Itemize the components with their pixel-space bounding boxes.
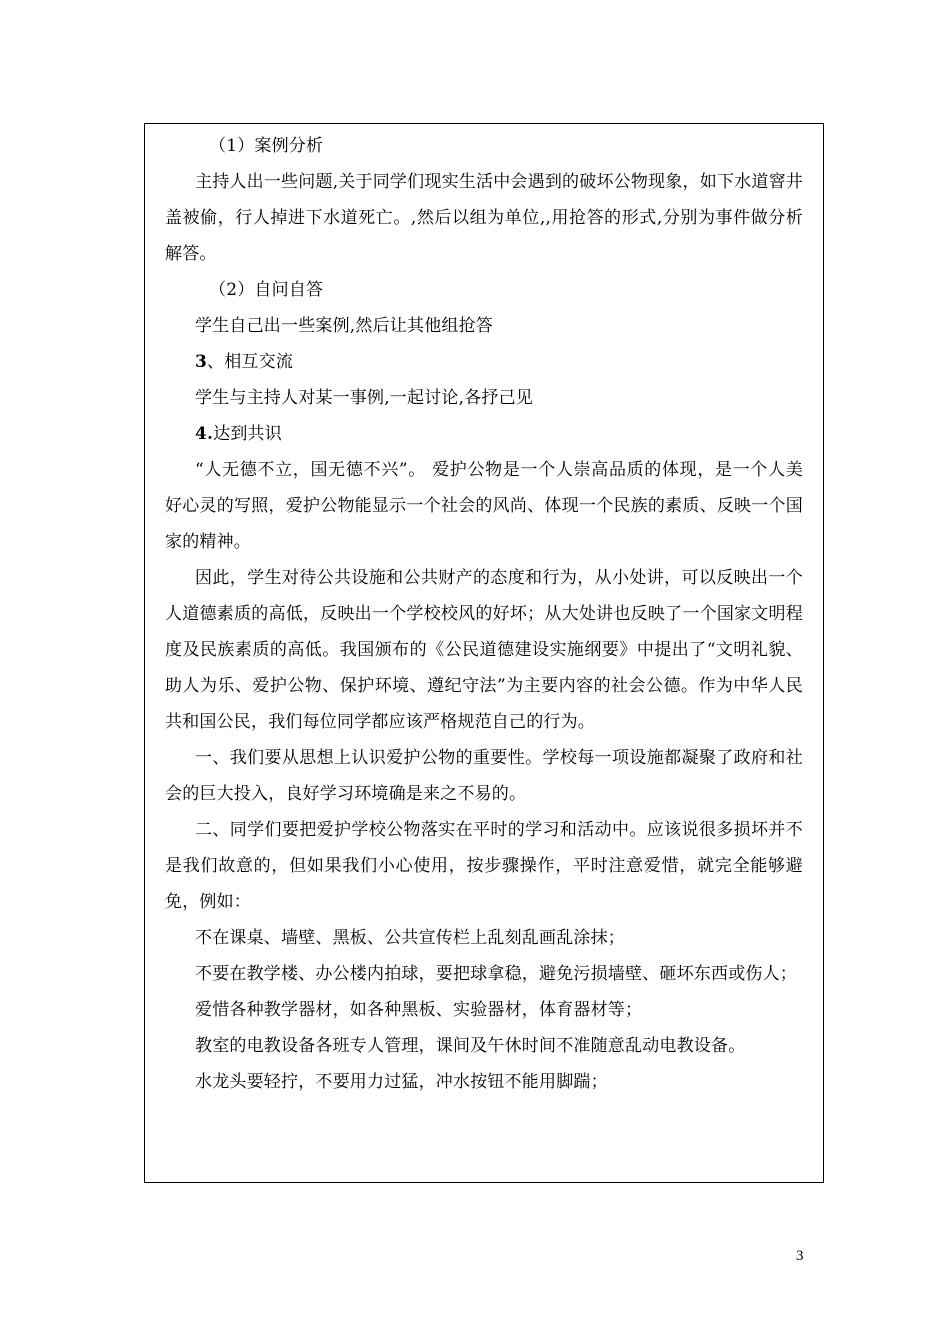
list-item: 教室的电教设备各班专人管理，课间及午休时间不准随意乱动电教设备。 (195, 1036, 746, 1056)
paragraph-point-one: 一、我们要从思想上认识爱护公物的重要性。学校每一项设施都凝聚了政府和社会的巨大投入，良好学习环境确是来之不易的。 (165, 748, 803, 804)
paragraph-case-analysis: 主持人出一些问题,关于同学们现实生活中会遇到的破坏公物现象，如下水道窨井盖被偷，行人掉进下水道死亡。,然后以组为单位,,用抢答的形式,分别为事件做分析解答。 (165, 172, 803, 264)
list-item: 不在课桌、墙壁、黑板、公共宣传栏上乱刻乱画乱涂抹； (195, 928, 625, 948)
content-frame (144, 123, 824, 1183)
paragraph-exchange: 学生与主持人对某一事例,一起讨论,各抒己见 (195, 388, 534, 408)
subheading-self-qa: （2）自问自答 (209, 280, 324, 300)
paragraph-virtue: “人无德不立，国无德不兴”。 爱护公物是一个人崇高品质的体现，是一个人美好心灵的写照，爱护公物能显示一个社会的风尚、体现一个民族的素质、反映一个国家的精神。 (165, 460, 803, 552)
list-item: 水龙头要轻拧，不要用力过猛，冲水按钮不能用脚踹； (195, 1072, 608, 1092)
paragraph-self-qa: 学生自己出一些案例,然后让其他组抢答 (195, 316, 494, 336)
heading-number: 3 (195, 352, 208, 372)
subheading-case-analysis: （1）案例分析 (209, 136, 324, 156)
heading-text: 达到共识 (213, 424, 282, 444)
paragraph-point-two: 二、同学们要把爱护学校公物落实在平时的学习和活动中。应该说很多损坏并不是我们故意的，但如果我们小心使用，按步骤操作，平时注意爱惜，就完全能够避免，例如： (165, 820, 803, 912)
document-body (145, 124, 823, 1100)
heading-text: 、相互交流 (207, 352, 294, 372)
heading-consensus (165, 416, 803, 452)
heading-number: 4. (195, 424, 214, 444)
list-item: 爱惜各种教学器材，如各种黑板、实验器材，体育器材等； (195, 1000, 643, 1020)
heading-exchange (165, 344, 803, 380)
paragraph-therefore: 因此，学生对待公共设施和公共财产的态度和行为，从小处讲，可以反映出一个人道德素质的高低，反映出一个学校校风的好坏；从大处讲也反映了一个国家文明程度及民族素质的高低。我国颁布的《公民道德建设实施纲要》中提出了“文明礼貌、助人为乐、爱护公物、保护环境、遵纪守法”为主要内容的社会公德。作为中华人民共和国公民，我们每位同学都应该严格规范自己的行为。 (165, 568, 803, 732)
list-item: 不要在教学楼、办公楼内拍球，要把球拿稳，避免污损墙壁、砸坏东西或伤人； (195, 964, 797, 984)
page-number: 3 (796, 1248, 804, 1264)
